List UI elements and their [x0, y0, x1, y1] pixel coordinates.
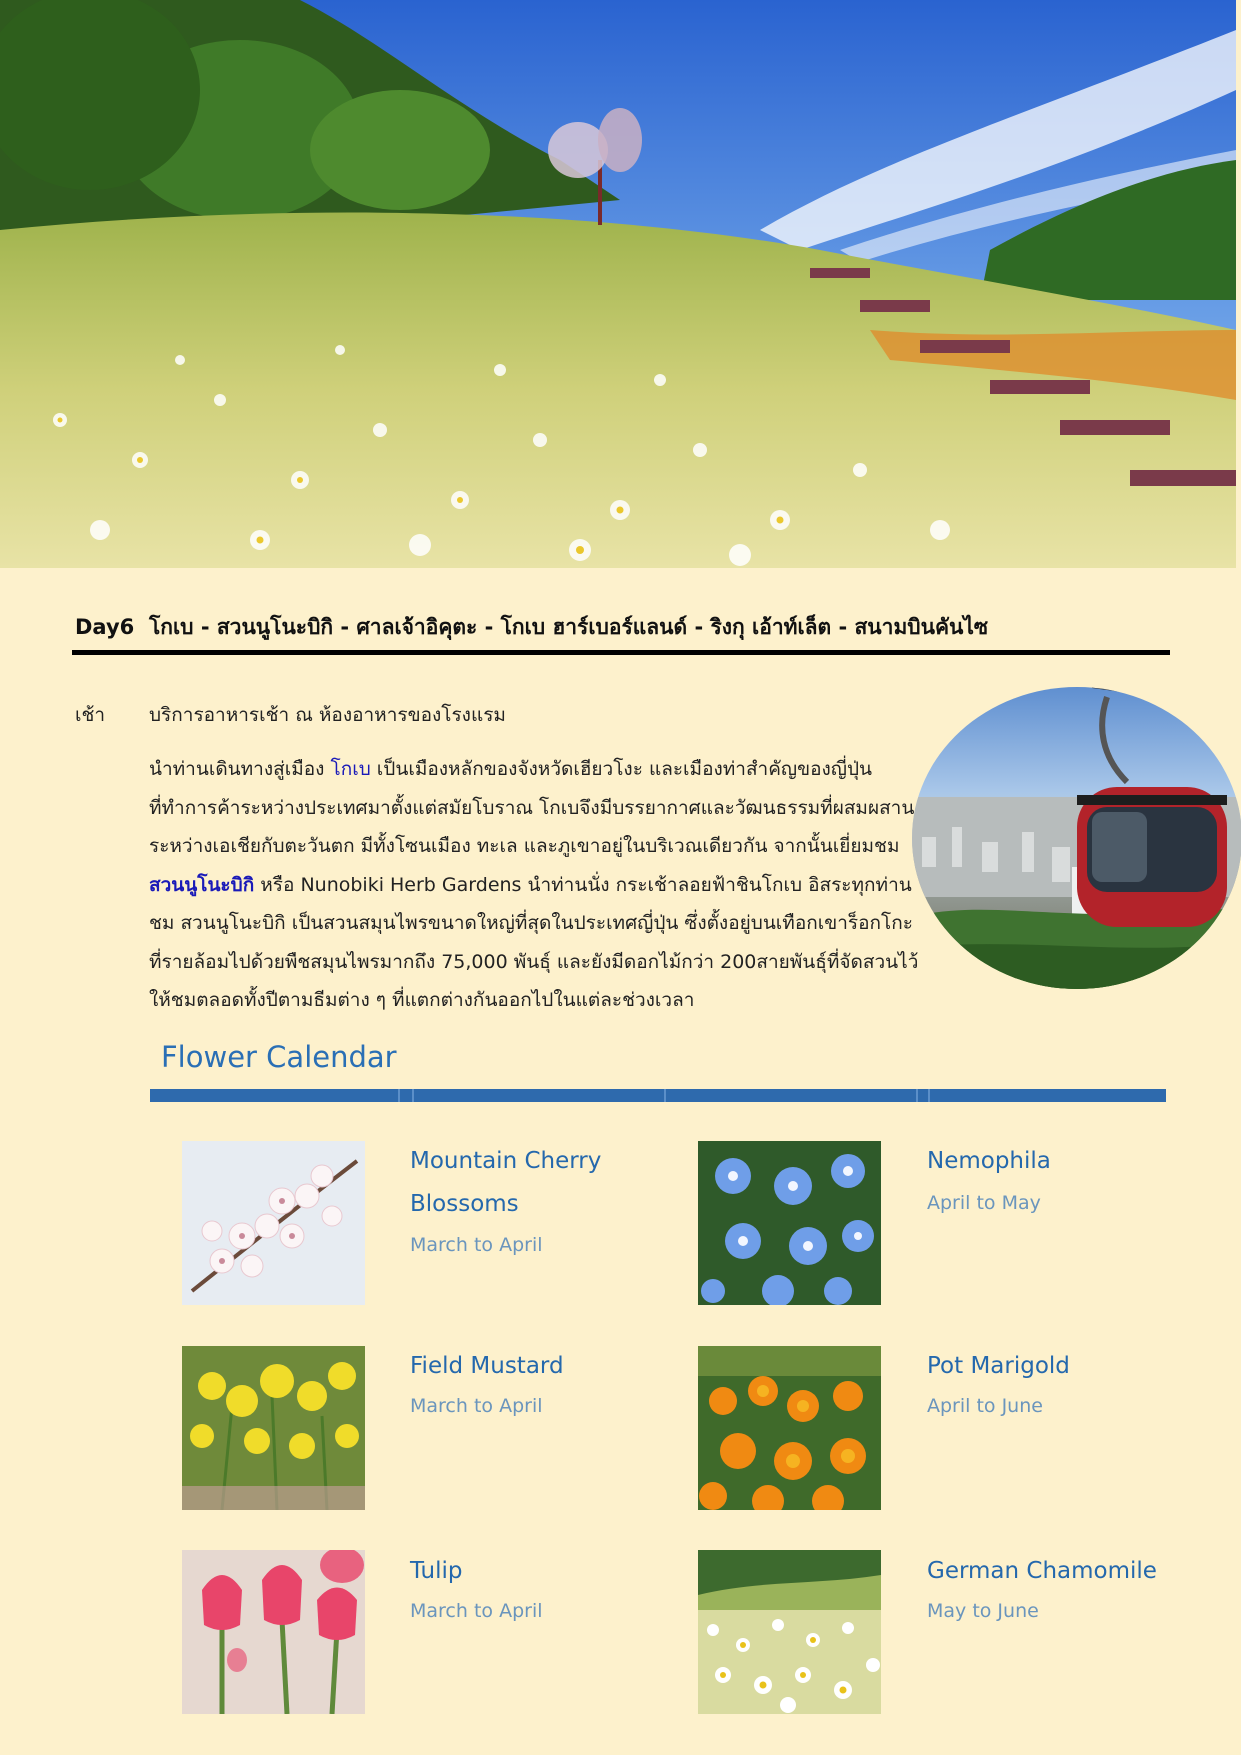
field-mustard-icon — [182, 1346, 365, 1510]
pot-marigold-icon — [698, 1346, 881, 1510]
bar-divider — [664, 1089, 666, 1102]
gondola-icon — [1077, 787, 1227, 927]
flower-season: April to June — [927, 1395, 1043, 1417]
hero-illustration — [0, 0, 1236, 568]
kobe-link: โกเบ — [330, 758, 371, 780]
ropeway-illustration — [912, 687, 1241, 989]
nemophila-photo — [698, 1141, 881, 1305]
cherry-blossom-icon — [182, 1141, 365, 1305]
field-mustard-photo — [182, 1346, 365, 1510]
bar-divider — [398, 1089, 400, 1102]
day-route-title: โกเบ - สวนนูโนะบิกิ - ศาลเจ้าอิคุตะ - โกเบ ฮาร์เบอร์แลนด์ - ริงกุ เอ้าท์เล็ต - สนามบินคันไซ — [149, 614, 989, 639]
bar-divider — [916, 1089, 918, 1102]
german-chamomile-photo — [698, 1550, 881, 1714]
german-chamomile-icon — [698, 1550, 881, 1714]
calendar-header-bar — [150, 1089, 1166, 1102]
cherry-blossom-photo — [182, 1141, 365, 1305]
tulip-icon — [182, 1550, 365, 1714]
flower-season: March to April — [410, 1234, 543, 1256]
desc-text-1: นำท่านเดินทางสู่เมือง — [149, 758, 331, 780]
nemophila-icon — [698, 1141, 881, 1305]
flower-season: May to June — [927, 1600, 1039, 1622]
ropeway-photo — [912, 687, 1241, 989]
flower-name: Tulip — [410, 1558, 463, 1584]
desc-text-2: เป็นเมืองหลักของจังหวัดเฮียวโงะ และเมืองท่าสำคัญของญี่ปุ่น ที่ทำการค้าระหว่างประเทศมาตั้งแต่สมัยโบราณ โกเบจึงมีบรรยากาศและวัฒนธรรมที่ผสมผสานระหว่างเอเชียกับตะวันตก มีทั้งโซนเมือง ทะเล และภูเขาอยู่ในบริเวณเดียวกัน จากนั้นเยี่ยมชม — [149, 758, 915, 857]
flower-name: German Chamomile — [927, 1558, 1157, 1584]
bar-divider — [412, 1089, 414, 1102]
desc-text-3: หรือ Nunobiki Herb Gardens นำท่านนั่ง กระเช้าลอยฟ้าชินโกเบ อิสระทุกท่านชม สวนนูโนะบิกิ เป็นสวนสมุนไพรขนาดใหญ่ที่สุดในประเทศญี่ปุ่น ซึ่งตั้งอยู่บนเทือกเขาร็อกโกะ ที่รายล้อมไปด้วยพืชสมุนไพรมากถึง 75,000 พันธุ์ และยังมีดอกไม้กว่า 200สายพันธุ์ที่จัดสวนไว้ให้ชมตลอดทั้งปีตามธีมต่าง ๆ ที่แตกต่างกันออกไปในแต่ละช่วงเวลา — [149, 873, 919, 1011]
bar-divider — [928, 1089, 930, 1102]
flower-name: Nemophila — [927, 1148, 1051, 1174]
pot-marigold-photo — [698, 1346, 881, 1510]
day-description — [149, 750, 919, 1020]
flower-season: March to April — [410, 1600, 543, 1622]
tulip-photo — [182, 1550, 365, 1714]
time-of-day-label: เช้า — [75, 704, 106, 726]
hero-photo-flower-field — [0, 0, 1236, 568]
day-heading — [75, 608, 1170, 646]
heading-divider — [72, 650, 1170, 655]
day-label: Day6 — [75, 615, 135, 639]
breakfast-note: บริการอาหารเช้า ณ ห้องอาหารของโรงแรม — [149, 704, 506, 726]
flower-season: March to April — [410, 1395, 543, 1417]
flower-name: Field Mustard — [410, 1353, 564, 1379]
flower-season: April to May — [927, 1192, 1041, 1214]
nunobiki-link: สวนนูโนะบิกิ — [149, 873, 255, 896]
flower-name: Pot Marigold — [927, 1353, 1070, 1379]
flower-calendar-title: Flower Calendar — [161, 1040, 397, 1074]
flower-name: Mountain Cherry Blossoms — [410, 1148, 602, 1217]
